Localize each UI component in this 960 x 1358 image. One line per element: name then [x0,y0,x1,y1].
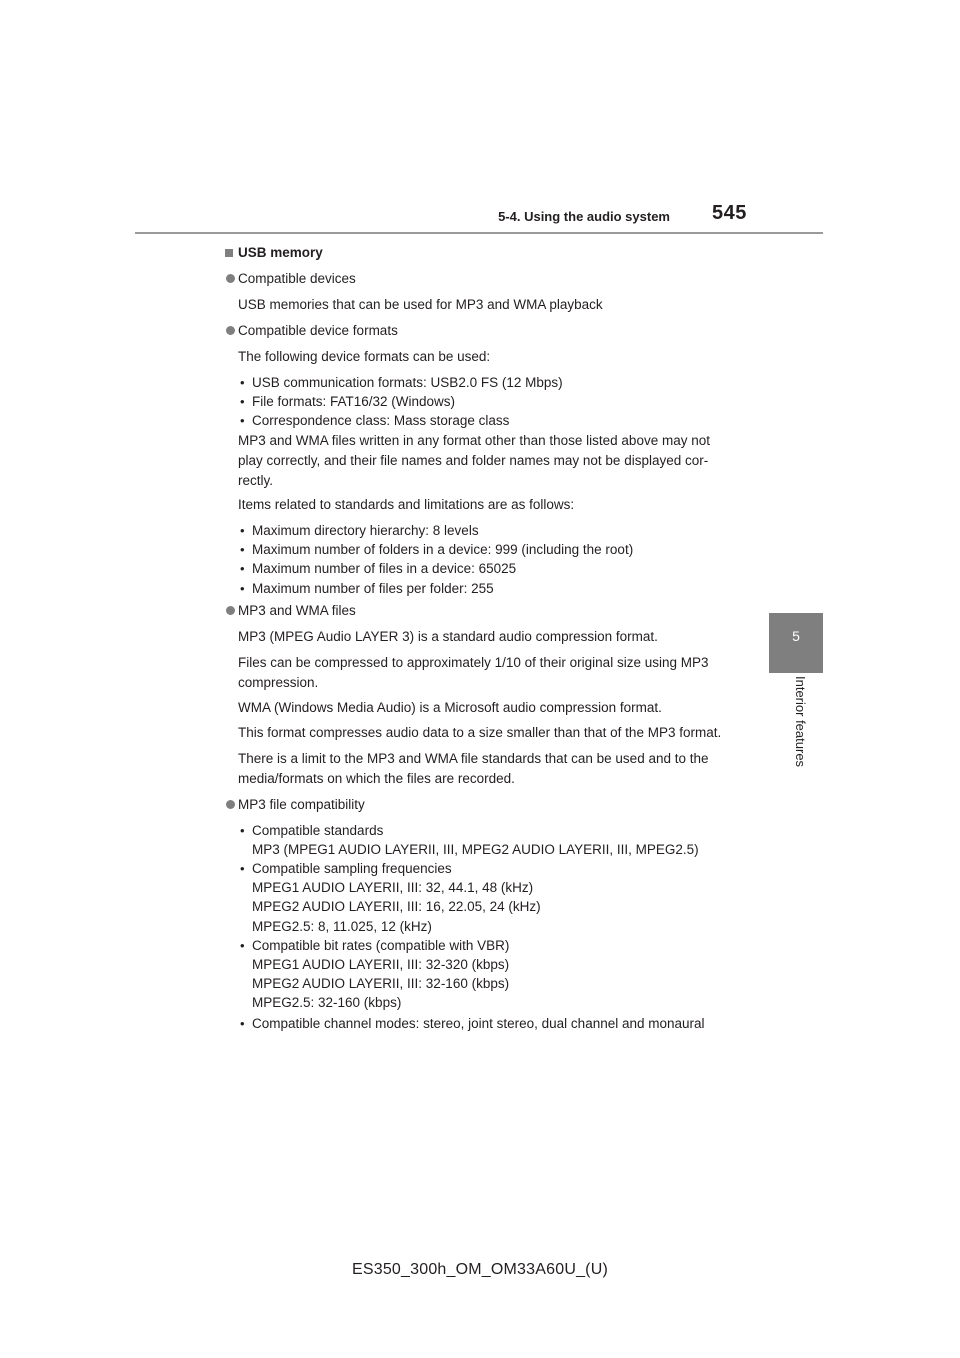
bullet-title-device-formats: Compatible device formats [238,323,398,338]
header-section-title: 5-4. Using the audio system [498,209,670,224]
compatible-devices-text: USB memories that can be used for MP3 and WMA playback [238,297,603,312]
list-bullet: • [240,394,245,409]
format-note-line: play correctly, and their file names and folder names may not be displayed cor- [238,453,709,468]
list-bullet: • [240,542,245,557]
limits-intro: Items related to standards and limitations are as follows: [238,497,575,512]
limit-item: Maximum directory hierarchy: 8 levels [252,523,479,538]
standards-text: MP3 (MPEG1 AUDIO LAYERII, III, MPEG2 AUDIO LAYERII, III, MPEG2.5) [252,842,699,857]
chapter-label: Interior features [793,676,808,768]
bullet-dot-icon [226,326,235,335]
heading-square-icon [225,249,233,257]
bullet-title-mp3-compatibility: MP3 file compatibility [238,797,365,812]
header-divider [135,232,823,234]
bitrate-title: Compatible bit rates (compatible with VBR) [252,938,510,953]
list-bullet: • [240,861,245,876]
bullet-dot-icon [226,800,235,809]
frequency-line: MPEG2.5: 8, 11.025, 12 (kHz) [252,919,432,934]
mp3-wma-paragraph-line: Files can be compressed to approximately 1/10 of their original size using MP3 [238,655,709,670]
bullet-dot-icon [226,274,235,283]
frequency-line: MPEG1 AUDIO LAYERII, III: 32, 44.1, 48 (kHz) [252,880,534,895]
list-bullet: • [240,413,245,428]
mp3-wma-paragraph-line: There is a limit to the MP3 and WMA file standards that can be used and to the [238,751,709,766]
format-note-line: MP3 and WMA files written in any format other than those listed above may not [238,433,710,448]
list-bullet: • [240,561,245,576]
channel-modes: Compatible channel modes: stereo, joint stereo, dual channel and monaural [252,1016,705,1031]
frequency-title: Compatible sampling frequencies [252,861,452,876]
list-bullet: • [240,375,245,390]
mp3-wma-paragraph: WMA (Windows Media Audio) is a Microsoft audio compression format. [238,700,662,715]
mp3-wma-paragraph-line: media/formats on which the files are recorded. [238,771,515,786]
mp3-wma-paragraph-line: compression. [238,675,319,690]
section-heading: USB memory [238,245,323,260]
format-item: USB communication formats: USB2.0 FS (12 Mbps) [252,375,563,390]
limit-item: Maximum number of folders in a device: 999 (including the root) [252,542,634,557]
standards-title: Compatible standards [252,823,384,838]
list-bullet: • [240,581,245,596]
frequency-line: MPEG2 AUDIO LAYERII, III: 16, 22.05, 24 (kHz) [252,899,541,914]
format-item: Correspondence class: Mass storage class [252,413,510,428]
device-formats-intro: The following device formats can be used: [238,349,491,364]
document-footer-id: ES350_300h_OM_OM33A60U_(U) [351,1261,608,1278]
list-bullet: • [240,523,245,538]
bitrate-line: MPEG2 AUDIO LAYERII, III: 32-160 (kbps) [252,976,510,991]
list-bullet: • [240,823,245,838]
mp3-wma-paragraph: This format compresses audio data to a size smaller than that of the MP3 format. [238,725,722,740]
chapter-number: 5 [792,628,800,644]
mp3-wma-paragraph: MP3 (MPEG Audio LAYER 3) is a standard audio compression format. [238,629,658,644]
bullet-dot-icon [226,606,235,615]
format-note-line: rectly. [238,473,274,488]
bitrate-line: MPEG2.5: 32-160 (kbps) [252,995,402,1010]
bullet-title-mp3-wma-files: MP3 and WMA files [238,603,356,618]
format-item: File formats: FAT16/32 (Windows) [252,394,456,409]
page-number: 545 [712,202,747,224]
list-bullet: • [240,938,245,953]
limit-item: Maximum number of files in a device: 65025 [252,561,517,576]
bitrate-line: MPEG1 AUDIO LAYERII, III: 32-320 (kbps) [252,957,510,972]
bullet-title-compatible-devices: Compatible devices [238,271,356,286]
limit-item: Maximum number of files per folder: 255 [252,581,494,596]
chapter-label-container [760,676,820,786]
list-bullet: • [240,1016,245,1031]
